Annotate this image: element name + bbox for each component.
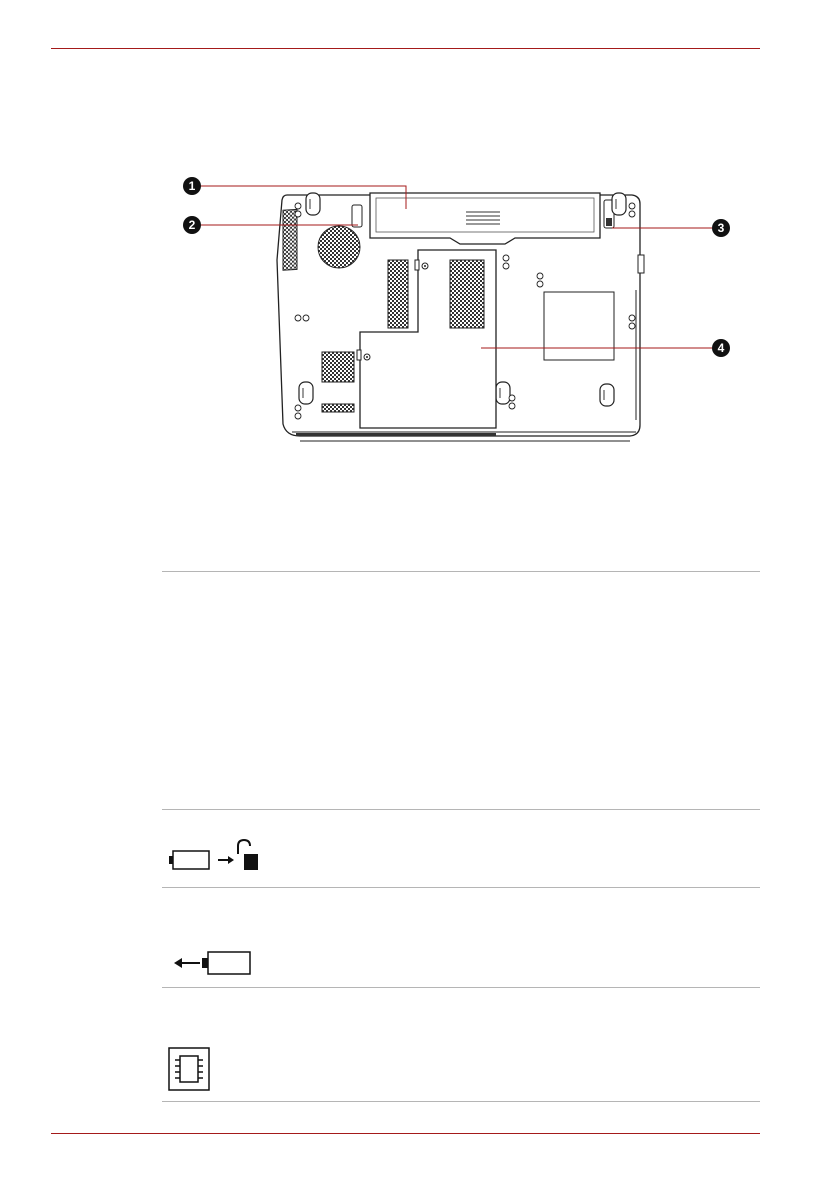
memory-module-icon xyxy=(168,1047,210,1096)
laptop-underside-drawing xyxy=(150,170,750,460)
battery-pack xyxy=(370,193,600,244)
header-rule xyxy=(51,48,760,49)
speaker-grill xyxy=(318,226,360,268)
callout-3: 3 xyxy=(712,219,730,237)
callout-1: 1 xyxy=(183,177,201,195)
footer-rule xyxy=(51,1133,760,1134)
table-rule-3 xyxy=(162,887,760,888)
table-rule-5 xyxy=(162,1101,760,1102)
table-rule-1 xyxy=(162,571,760,572)
battery-lock xyxy=(352,205,362,227)
table-rule-2 xyxy=(162,809,760,810)
callout-4: 4 xyxy=(712,339,730,357)
side-vent xyxy=(283,209,297,270)
table-rule-4 xyxy=(162,987,760,988)
hdd-cover xyxy=(544,292,614,360)
battery-release-icon xyxy=(170,947,254,982)
battery-lock-icon xyxy=(168,838,260,879)
callout-2: 2 xyxy=(183,216,201,234)
laptop-underside-figure xyxy=(150,170,750,460)
